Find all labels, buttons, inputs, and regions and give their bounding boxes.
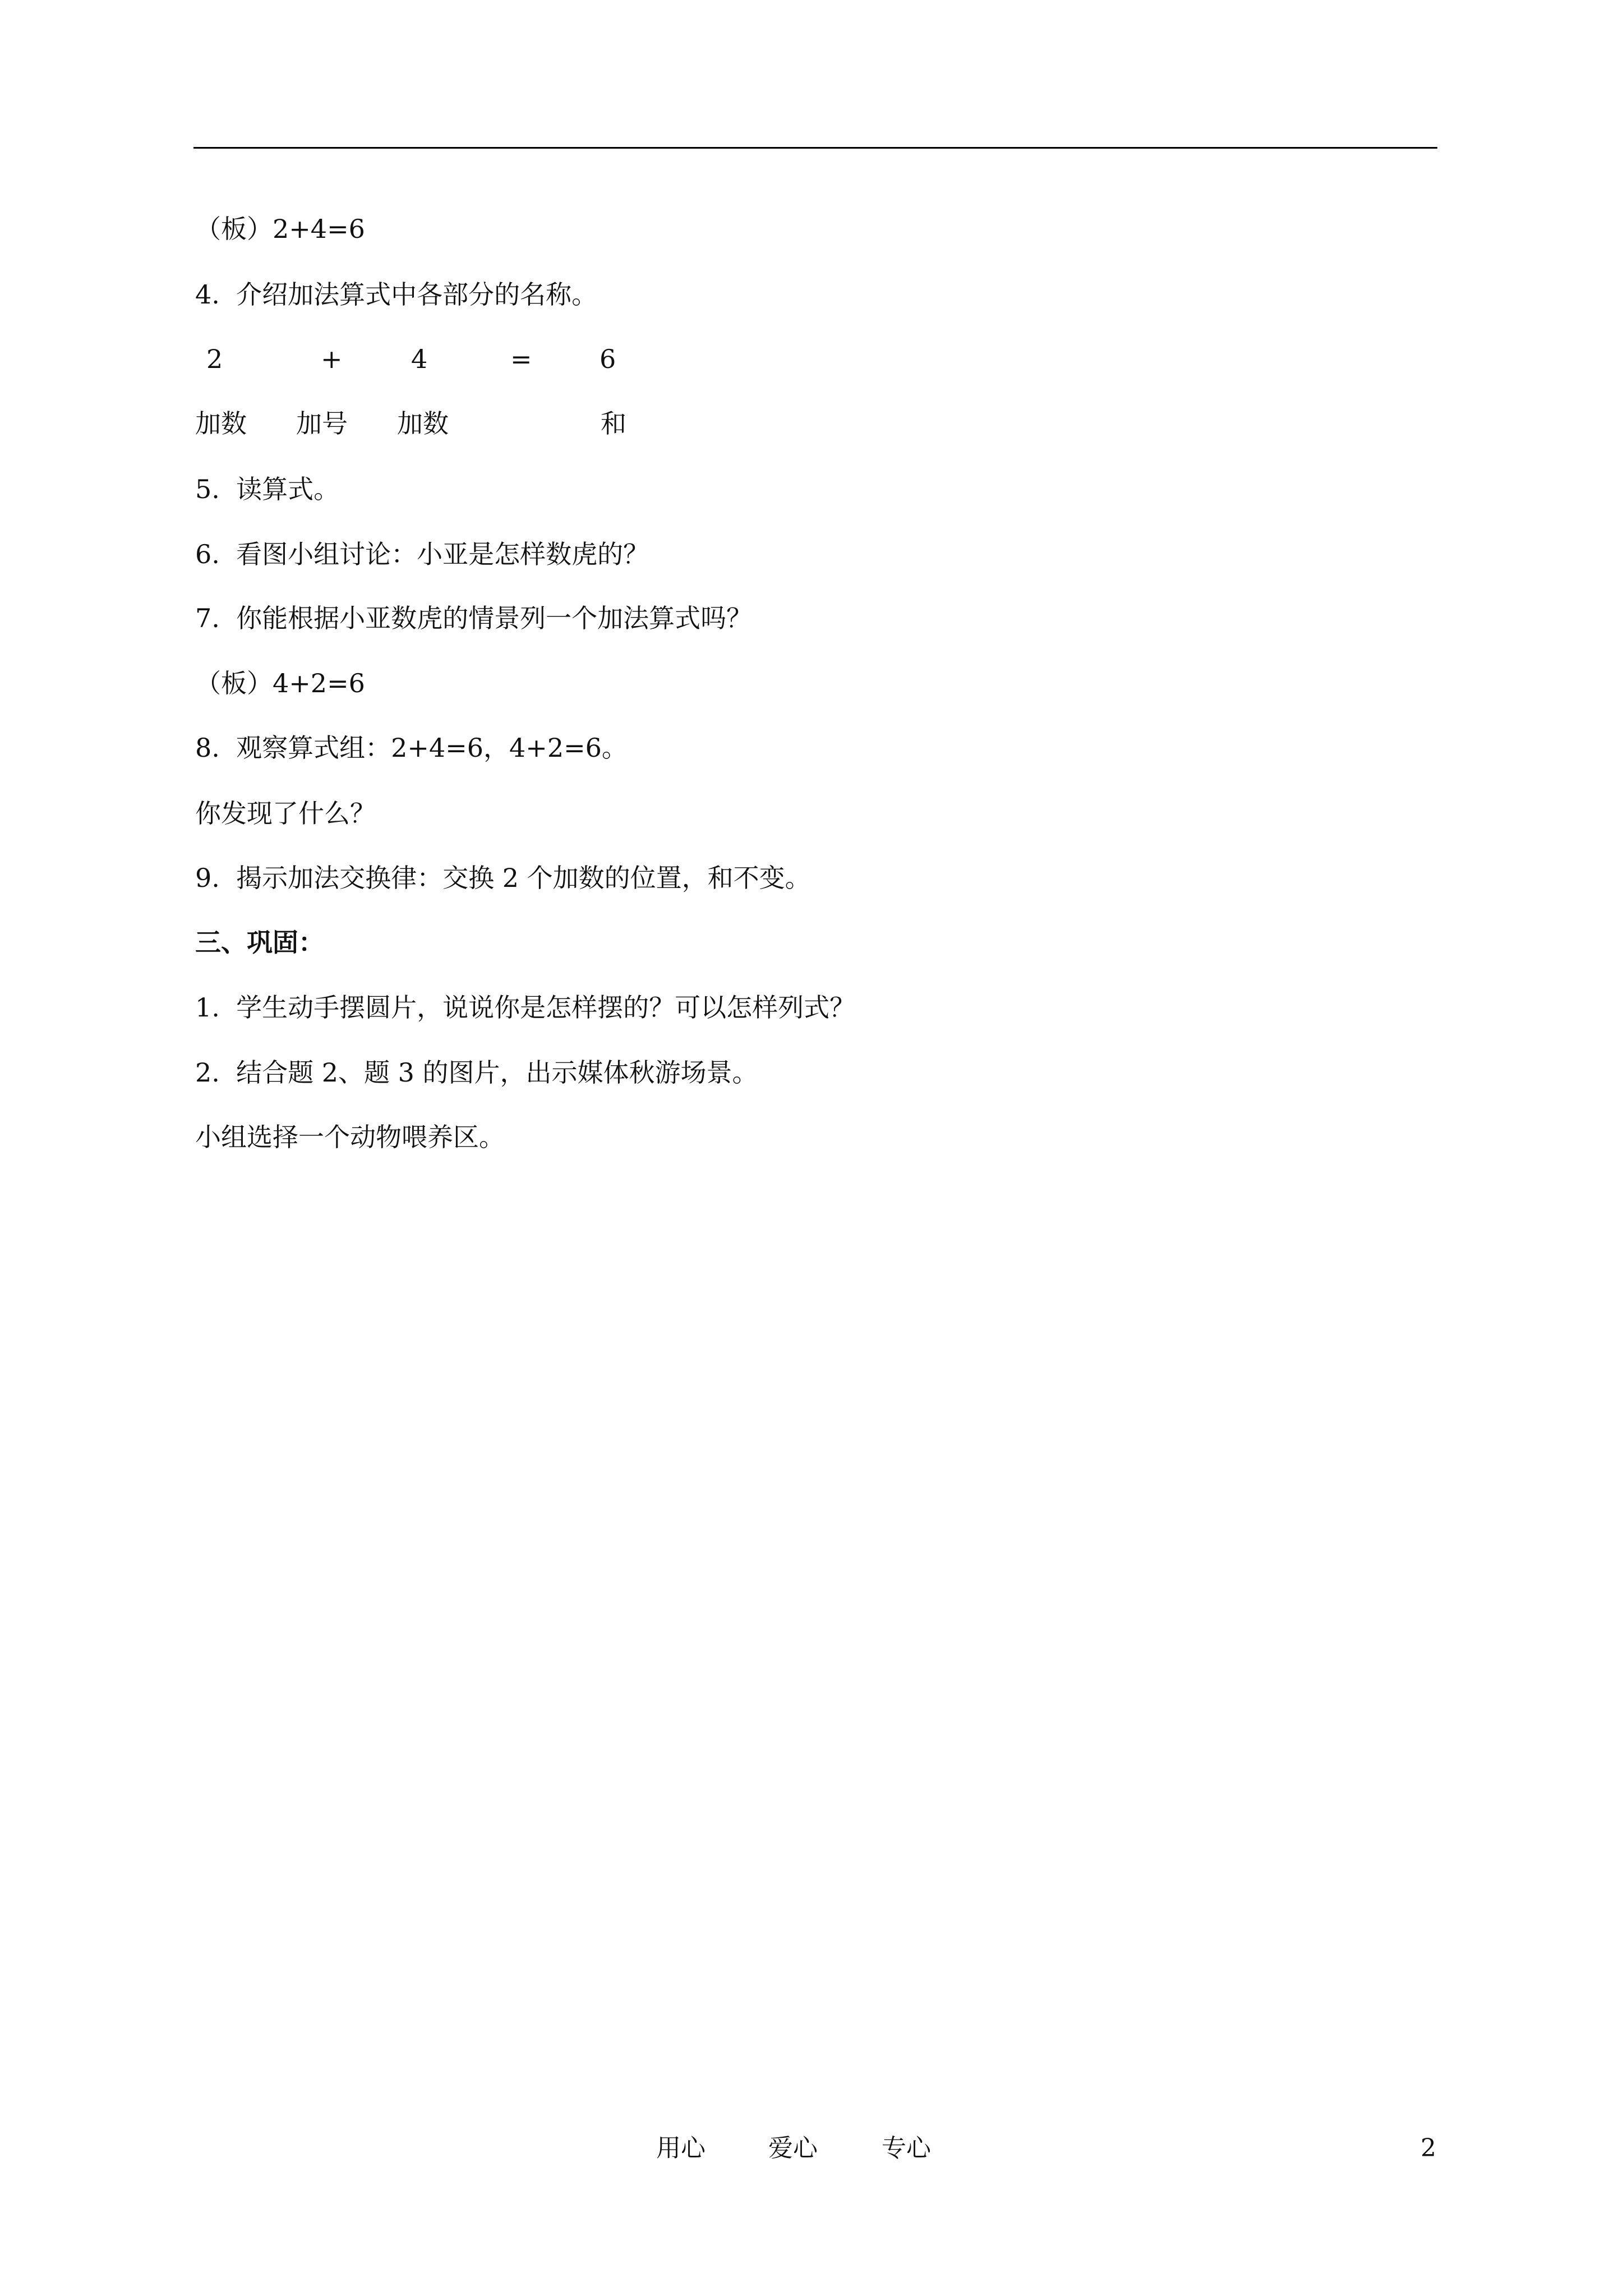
- step-9: 9. 揭示加法交换律：交换 2 个加数的位置，和不变。: [195, 863, 811, 893]
- step-4: 4. 介绍加法算式中各部分的名称。: [195, 279, 598, 310]
- equation-sum: 6: [600, 344, 616, 374]
- label-plus-sign: 加号: [296, 408, 348, 439]
- page-number: 2: [1421, 2134, 1436, 2162]
- label-sum: 和: [601, 408, 626, 439]
- step-7: 7. 你能根据小亚数虎的情景列一个加法算式吗？: [195, 603, 753, 633]
- equation-plus: +: [321, 344, 343, 374]
- footer-motto-2: 爱心: [768, 2134, 818, 2162]
- equation-equals: =: [510, 344, 532, 374]
- exercise-2: 2. 结合题 2、题 3 的图片，出示媒体秋游场景。: [195, 1057, 758, 1088]
- label-addend-1: 加数: [195, 408, 247, 439]
- label-addend-2: 加数: [397, 408, 449, 439]
- board-equation-1: （板）2+4=6: [195, 214, 365, 244]
- step-8: 8. 观察算式组：2+4=6，4+2=6。: [195, 733, 628, 763]
- footer-motto-1: 用心: [656, 2134, 706, 2162]
- footer-motto-3: 专心: [882, 2134, 931, 2162]
- step-5: 5. 读算式。: [195, 474, 340, 504]
- exercise-1: 1. 学生动手摆圆片，说说你是怎样摆的？可以怎样列式？: [195, 992, 856, 1023]
- section-heading-consolidation: 三、巩固：: [195, 927, 324, 958]
- equation-addend-1: 2: [206, 344, 223, 374]
- question-line: 你发现了什么？: [195, 798, 376, 829]
- equation-addend-2: 4: [411, 344, 428, 374]
- header-rule: [193, 147, 1437, 149]
- group-activity-line: 小组选择一个动物喂养区。: [195, 1122, 505, 1152]
- step-6: 6. 看图小组讨论：小亚是怎样数虎的？: [195, 539, 649, 569]
- board-equation-2: （板）4+2=6: [195, 668, 365, 698]
